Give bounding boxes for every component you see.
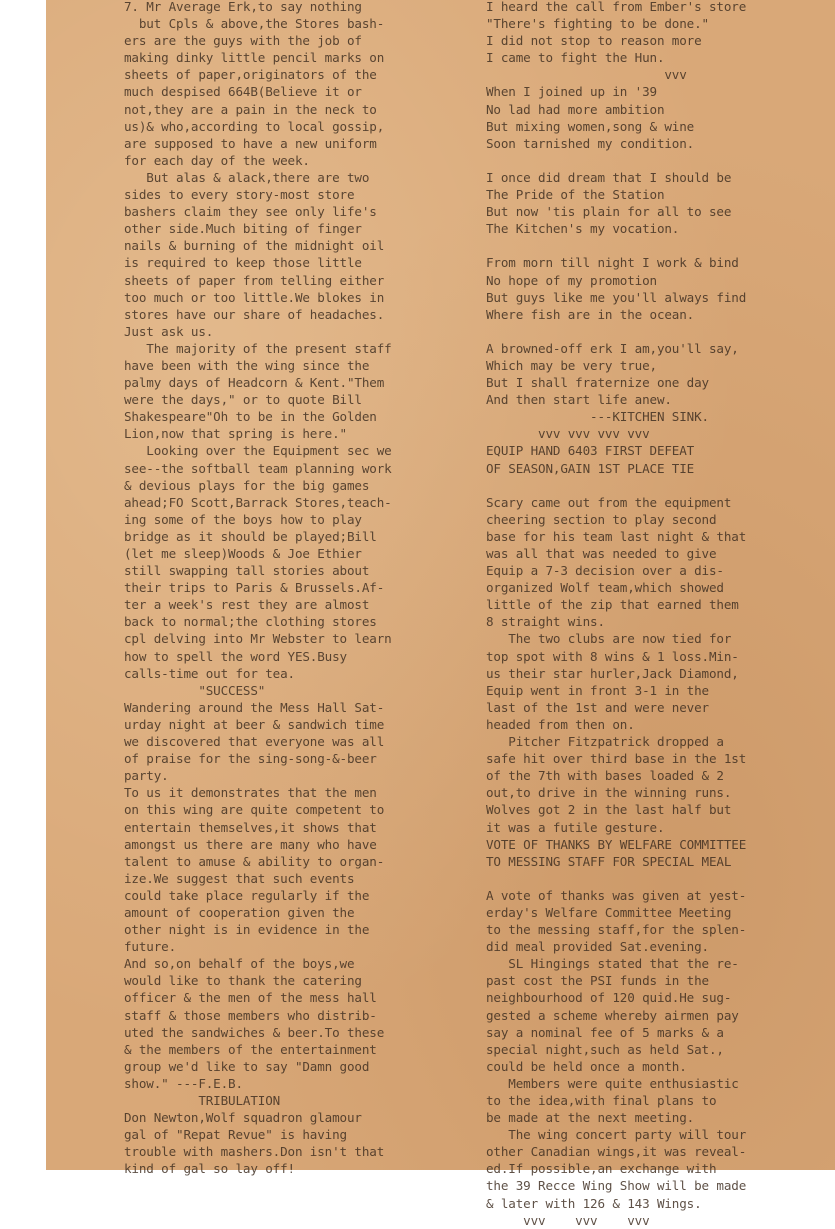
text-line: were the days," or to quote Bill	[124, 392, 362, 408]
text-line: party.	[124, 768, 169, 784]
text-line: trouble with mashers.Don isn't that	[124, 1144, 385, 1160]
text-line: making dinky little pencil marks on	[124, 50, 385, 66]
text-line: TO MESSING STAFF FOR SPECIAL MEAL	[486, 853, 732, 869]
text-line: I came to fight the Hun.	[486, 50, 665, 66]
text-line: EQUIP HAND 6403 FIRST DEFEAT	[486, 443, 695, 459]
text-line: of praise for the sing-song-&-beer	[124, 751, 377, 767]
text-line: Soon tarnished my condition.	[486, 135, 695, 151]
text-line: 8 straight wins.	[486, 614, 605, 630]
text-line: last of the 1st and were never	[486, 699, 709, 715]
text-line: us)& who,according to local gossip,	[124, 118, 385, 134]
text-line: vvv	[486, 67, 687, 83]
text-line: But alas & alack,there are two	[124, 169, 370, 185]
text-line	[486, 237, 835, 254]
text-line: From morn till night I work & bind	[486, 255, 739, 271]
text-line: back to normal;the clothing stores	[124, 614, 377, 630]
text-line: uted the sandwiches & beer.To these	[124, 1024, 385, 1040]
text-line: The majority of the present staff	[124, 340, 392, 356]
text-line: their trips to Paris & Brussels.Af-	[124, 580, 385, 596]
text-line: ers are the guys with the job of	[124, 33, 362, 49]
text-line: safe hit over third base in the 1st	[486, 751, 747, 767]
text-line: could take place regularly if the	[124, 887, 370, 903]
text-line: out,to drive in the winning runs.	[486, 785, 732, 801]
text-line: too much or too little.We blokes in	[124, 289, 385, 305]
text-line: have been with the wing since the	[124, 357, 370, 373]
text-line: organized Wolf team,which showed	[486, 580, 724, 596]
text-line	[486, 323, 835, 340]
text-line: TRIBULATION	[124, 1093, 281, 1108]
text-line: other Canadian wings,it was reveal-	[486, 1144, 747, 1160]
text-line: The Pride of the Station	[486, 187, 665, 203]
text-line: A browned-off erk I am,you'll say,	[486, 340, 739, 356]
text-line: staff & those members who distrib-	[124, 1007, 377, 1023]
text-line: But I shall fraternize one day	[486, 375, 709, 391]
text-line: to the idea,with final plans to	[486, 1093, 717, 1108]
text-line: Wolves got 2 in the last half but	[486, 802, 732, 818]
text-line: Equip went in front 3-1 in the	[486, 682, 709, 698]
text-line: The wing concert party will tour	[486, 1127, 747, 1143]
text-line: No hope of my promotion	[486, 272, 657, 288]
text-line: ahead;FO Scott,Barrack Stores,teach-	[124, 494, 392, 510]
text-line: Wandering around the Mess Hall Sat-	[124, 699, 385, 715]
text-line: gested a scheme whereby airmen pay	[486, 1007, 739, 1023]
text-line: officer & the men of the mess hall	[124, 990, 377, 1006]
text-line: not,they are a pain in the neck to	[124, 101, 377, 117]
text-line: us their star hurler,Jack Diamond,	[486, 665, 739, 681]
text-line: The Kitchen's my vocation.	[486, 221, 680, 237]
text-line: Pitcher Fitzpatrick dropped a	[486, 734, 724, 750]
left-column	[124, 0, 486, 1177]
text-line: palmy days of Headcorn & Kent."Them	[124, 375, 385, 391]
text-line: calls-time out for tea.	[124, 665, 295, 681]
text-line: little of the zip that earned them	[486, 597, 739, 613]
text-line: "SUCCESS"	[124, 682, 266, 698]
text-line: urday night at beer & sandwich time	[124, 716, 385, 732]
text-line: vvv vvv vvv vvv	[486, 426, 650, 442]
text-line: of the 7th with bases loaded & 2	[486, 768, 724, 784]
text-line: bashers claim they see only life's	[124, 204, 377, 220]
text-line: vvv vvv vvv	[486, 1212, 650, 1228]
text-line: headed from then on.	[486, 716, 635, 732]
text-line: gal of "Repat Revue" is having	[124, 1127, 347, 1143]
text-line: amount of cooperation given the	[124, 904, 355, 920]
text-line: are supposed to have a new uniform	[124, 135, 377, 151]
text-line: special night,such as held Sat.,	[486, 1041, 724, 1057]
text-line: to the messing staff,for the splen-	[486, 922, 747, 938]
text-line: past cost the PSI funds in the	[486, 973, 709, 989]
text-line: A vote of thanks was given at yest-	[486, 887, 747, 903]
text-line: sheets of paper from telling either	[124, 272, 385, 288]
text-line: talent to amuse & ability to organ-	[124, 853, 385, 869]
text-line	[486, 870, 835, 887]
text-line: "There's fighting to be done."	[486, 16, 709, 32]
text-line: VOTE OF THANKS BY WELFARE COMMITTEE	[486, 836, 747, 852]
text-line: was all that was needed to give	[486, 546, 717, 561]
text-line: top spot with 8 wins & 1 loss.Min-	[486, 648, 739, 664]
text-line: we discovered that everyone was all	[124, 734, 385, 750]
text-line: ize.We suggest that such events	[124, 870, 355, 886]
text-line: on this wing are quite competent to	[124, 802, 385, 818]
text-line	[486, 477, 835, 494]
text-line: And then start life anew.	[486, 392, 672, 408]
text-line	[486, 152, 835, 169]
text-line: But mixing women,song & wine	[486, 118, 695, 134]
text-line: much despised 664B(Believe it or	[124, 84, 362, 100]
document-page	[46, 0, 835, 1228]
text-line: Looking over the Equipment sec we	[124, 443, 392, 459]
text-line: Which may be very true,	[486, 357, 657, 373]
text-line: & the members of the entertainment	[124, 1041, 377, 1057]
text-line: stores have our share of headaches.	[124, 306, 385, 322]
text-line: for each day of the week.	[124, 152, 310, 168]
text-line: erday's Welfare Committee Meeting	[486, 904, 732, 920]
text-line: base for his team last night & that	[486, 528, 747, 544]
text-line: (let me sleep)Woods & Joe Ethier	[124, 546, 362, 561]
text-line: still swapping tall stories about	[124, 563, 370, 579]
text-line: Don Newton,Wolf squadron glamour	[124, 1110, 362, 1126]
text-line: is required to keep those little	[124, 255, 362, 271]
text-line: sides to every story-most store	[124, 187, 355, 203]
text-line: Where fish are in the ocean.	[486, 306, 695, 322]
text-line: When I joined up in '39	[486, 84, 657, 100]
text-line: future.	[124, 939, 177, 955]
text-line: & devious plays for the big games	[124, 477, 370, 493]
text-line: would like to thank the catering	[124, 973, 362, 989]
text-line: ter a week's rest they are almost	[124, 597, 370, 613]
text-line: kind of gal so lay off!	[124, 1161, 295, 1177]
text-line: it was a futile gesture.	[486, 819, 665, 835]
text-line: could be held once a month.	[486, 1058, 687, 1074]
text-line: No lad had more ambition	[486, 101, 665, 117]
text-line: I heard the call from Ember's store	[486, 0, 747, 14]
text-line: But now 'tis plain for all to see	[486, 204, 732, 220]
text-line: But guys like me you'll always find	[486, 289, 747, 305]
text-line: To us it demonstrates that the men	[124, 785, 377, 801]
text-line: Scary came out from the equipment	[486, 494, 732, 510]
text-line: did meal provided Sat.evening.	[486, 939, 709, 955]
text-line: but Cpls & above,the Stores bash-	[124, 16, 385, 32]
text-line: nails & burning of the midnight oil	[124, 238, 385, 254]
text-line: ed.If possible,an exchange with	[486, 1161, 717, 1177]
text-line: Lion,now that spring is here."	[124, 426, 347, 442]
text-line: group we'd like to say "Damn good	[124, 1058, 370, 1074]
text-line: Equip a 7-3 decision over a dis-	[486, 563, 724, 579]
text-line: see--the softball team planning work	[124, 460, 392, 476]
text-line: show." ---F.E.B.	[124, 1075, 243, 1091]
text-line: OF SEASON,GAIN 1ST PLACE TIE	[486, 460, 695, 476]
text-line: I once did dream that I should be	[486, 169, 732, 185]
right-column	[486, 0, 835, 1229]
text-line: & later with 126 & 143 Wings.	[486, 1195, 702, 1211]
text-line: And so,on behalf of the boys,we	[124, 956, 355, 972]
text-line: bridge as it should be played;Bill	[124, 528, 377, 544]
text-line: Shakespeare"Oh to be in the Golden	[124, 409, 377, 425]
text-line: the 39 Recce Wing Show will be made	[486, 1178, 747, 1194]
text-line: Members were quite enthusiastic	[486, 1075, 739, 1091]
text-line: Just ask us.	[124, 323, 214, 339]
text-line: cheering section to play second	[486, 511, 717, 527]
text-line: cpl delving into Mr Webster to learn	[124, 631, 392, 647]
text-line: 7. Mr Average Erk,to say nothing	[124, 0, 362, 14]
text-line: say a nominal fee of 5 marks & a	[486, 1024, 724, 1040]
text-line: ing some of the boys how to play	[124, 511, 362, 527]
text-line: ---KITCHEN SINK.	[486, 409, 709, 425]
text-line: other side.Much biting of finger	[124, 221, 362, 237]
text-line: SL Hingings stated that the re-	[486, 956, 739, 972]
text-line: entertain themselves,it shows that	[124, 819, 377, 835]
text-line: other night is in evidence in the	[124, 922, 370, 938]
text-line: I did not stop to reason more	[486, 33, 702, 49]
text-line: amongst us there are many who have	[124, 836, 377, 852]
text-line: The two clubs are now tied for	[486, 631, 732, 647]
text-line: sheets of paper,originators of the	[124, 67, 377, 83]
text-line: how to spell the word YES.Busy	[124, 648, 347, 664]
text-line: neighbourhood of 120 quid.He sug-	[486, 990, 732, 1006]
text-line: be made at the next meeting.	[486, 1110, 695, 1126]
